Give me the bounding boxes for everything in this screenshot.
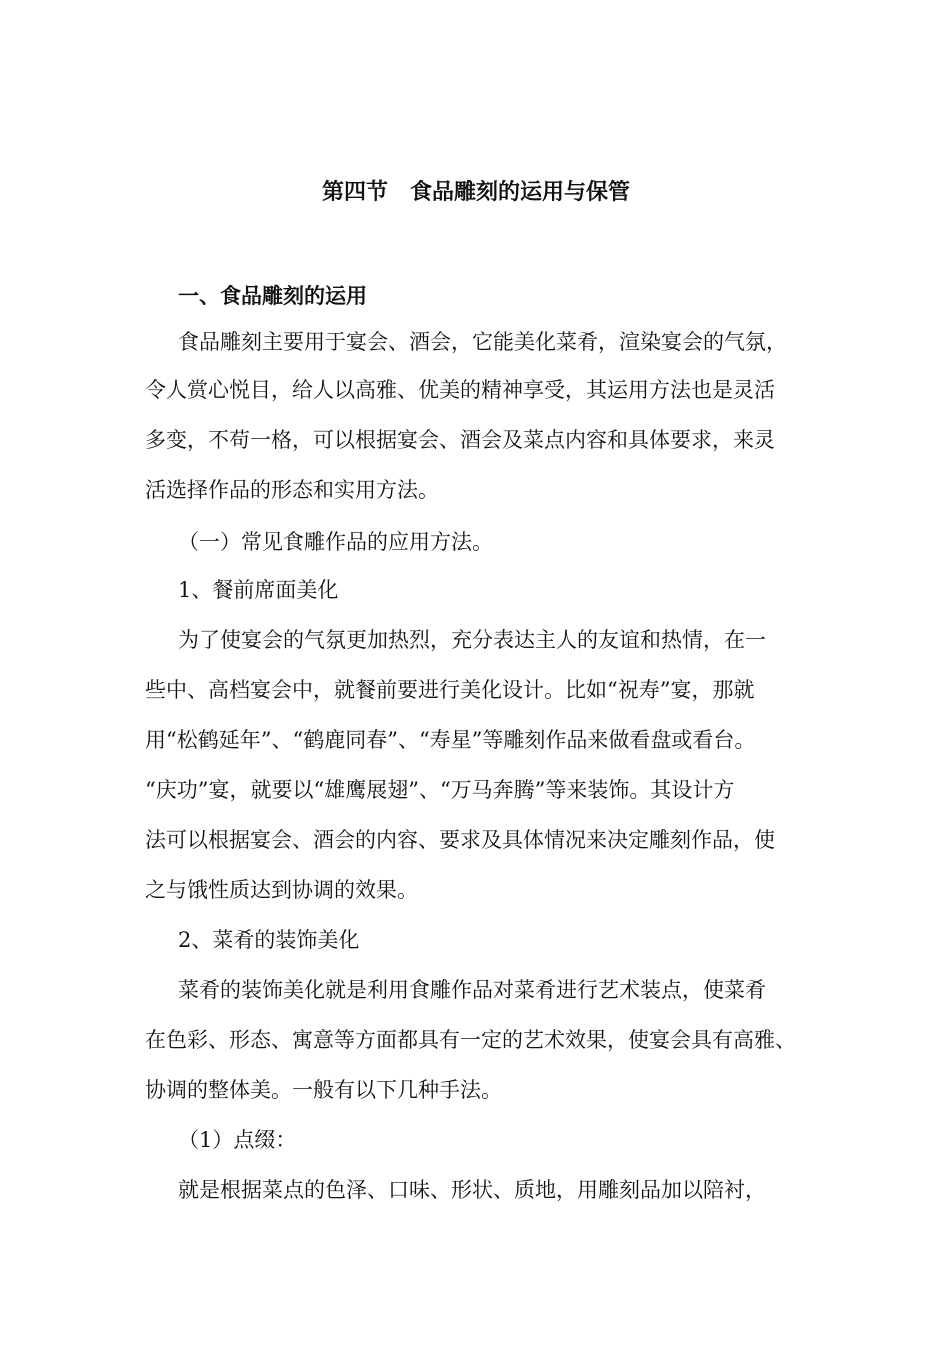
subsection-heading: （一）常见食雕作品的应用方法。 bbox=[178, 530, 493, 554]
paragraph-line: 在色彩、形态、寓意等方面都具有一定的艺术效果，使宴会具有高雅、 bbox=[145, 1028, 796, 1052]
paragraph-line: 活选择作品的形态和实用方法。 bbox=[145, 478, 439, 502]
paragraph-line: “庆功”宴，就要以“雄鹰展翅”、“万马奔腾”等来装饰。其设计方 bbox=[145, 778, 735, 802]
paragraph-line: 令人赏心悦目，给人以高雅、优美的精神享受，其运用方法也是灵活 bbox=[145, 378, 775, 402]
item-heading: （1）点缀： bbox=[178, 1128, 297, 1152]
paragraph-line: 法可以根据宴会、酒会的内容、要求及具体情况来决定雕刻作品，使 bbox=[145, 828, 775, 852]
paragraph-line: 就是根据菜点的色泽、口味、形状、质地，用雕刻品加以陪衬， bbox=[178, 1178, 766, 1202]
paragraph-line: 用“松鹤延年”、“鹤鹿同春”、“寿星”等雕刻作品来做看盘或看台。 bbox=[145, 728, 756, 752]
paragraph-line: 多变，不苟一格，可以根据宴会、酒会及菜点内容和具体要求，来灵 bbox=[145, 428, 775, 452]
paragraph-line: 协调的整体美。一般有以下几种手法。 bbox=[145, 1078, 502, 1102]
paragraph-line: 之与饿性质达到协调的效果。 bbox=[145, 878, 418, 902]
paragraph-line: 些中、高档宴会中，就餐前要进行美化设计。比如“祝寿”宴，那就 bbox=[145, 678, 755, 702]
section-heading: 一、食品雕刻的运用 bbox=[178, 283, 367, 308]
paragraph-line: 食品雕刻主要用于宴会、酒会，它能美化菜肴，渲染宴会的气氛， bbox=[178, 330, 787, 354]
page-title: 第四节 食品雕刻的运用与保管 bbox=[321, 179, 630, 205]
paragraph-line: 为了使宴会的气氛更加热烈，充分表达主人的友谊和热情，在一 bbox=[178, 628, 766, 652]
item-heading: 1、餐前席面美化 bbox=[178, 578, 339, 602]
paragraph-line: 菜肴的装饰美化就是利用食雕作品对菜肴进行艺术装点，使菜肴 bbox=[178, 978, 766, 1002]
item-heading: 2、菜肴的装饰美化 bbox=[178, 928, 360, 952]
